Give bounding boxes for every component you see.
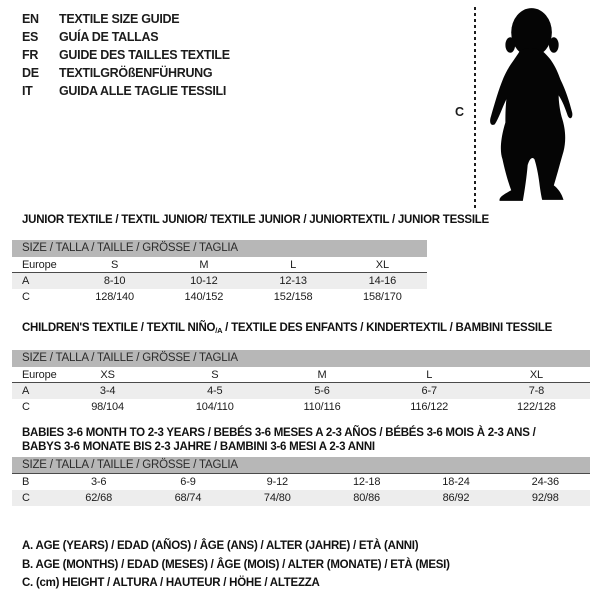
legend-line-a: A. AGE (YEARS) / EDAD (AÑOS) / ÂGE (ANS) / ALTER (JAHRE) / ETÀ (ANNI) (22, 540, 419, 552)
language-row-fr (22, 46, 230, 64)
guide-title-fr: GUIDE DES TAILLES TEXTILE (59, 48, 230, 62)
column-header: XL (529, 369, 543, 381)
column-header: M (317, 369, 327, 381)
guide-title-es: GUÍA DE TALLAS (59, 30, 159, 44)
column-header: S (111, 259, 119, 271)
row-label: Europe (22, 259, 57, 271)
guide-title-de: TEXTILGRÖßENFÜHRUNG (59, 66, 213, 80)
column-header: L (290, 259, 297, 271)
table-cell: 4-5 (207, 385, 223, 397)
language-code: DE (22, 66, 39, 80)
junior-size-table (12, 240, 427, 305)
table-cell: 10-12 (190, 275, 218, 287)
babies-section-title-line2: BABYS 3-6 MONATE BIS 2-3 JAHRE / BAMBINI 3-6 MESI A 2-3 ANNI (22, 441, 375, 453)
title-text: / TEXTILE DES ENFANTS / KINDERTEXTIL / BAMBINI TESSILE (222, 322, 553, 334)
childrens-size-table (12, 350, 590, 415)
table-cell: 12-18 (352, 476, 381, 488)
column-header: XL (375, 259, 389, 271)
table-cell: 86/92 (442, 492, 470, 504)
table-cell: 158/170 (363, 291, 402, 303)
junior-textile-section (12, 213, 590, 305)
row-label: C (22, 492, 30, 504)
table-cell: 152/158 (273, 291, 313, 303)
row-label: C (22, 291, 30, 303)
table-row-c (12, 399, 590, 415)
row-label: A (22, 385, 30, 397)
table-cell: 12-13 (279, 275, 307, 287)
table-cell: 80/86 (353, 492, 381, 504)
legend-line-c: C. (cm) HEIGHT / ALTURA / HAUTEUR / HÖHE / ALTEZZA (22, 577, 320, 590)
table-cell: 104/110 (195, 401, 234, 413)
column-header: S (211, 369, 219, 381)
language-code: ES (22, 30, 39, 44)
guide-title-it: GUIDA ALLE TAGLIE TESSILI (59, 84, 227, 98)
babies-section-title-line1: BABIES 3-6 MONTH TO 2-3 YEARS / BEBÉS 3-6 MESES A 2-3 AÑOS / BÉBÉS 3-6 MOIS À 2-3 ANS / (22, 427, 536, 439)
column-header: XS (100, 369, 115, 381)
language-row-en (22, 10, 230, 28)
table-row-c (12, 289, 427, 305)
table-row-a (12, 273, 427, 289)
language-title-list (22, 10, 230, 100)
table-cell: 3-6 (90, 476, 107, 488)
row-label: B (22, 476, 30, 488)
language-row-de (22, 64, 230, 82)
table-row-c (12, 490, 590, 506)
childrens-section-title (22, 321, 590, 338)
table-cell: 68/74 (174, 492, 202, 504)
table-cell: 128/140 (95, 291, 134, 303)
table-cell: 74/80 (263, 492, 291, 504)
childrens-textile-section (12, 321, 590, 415)
title-text: CHILDREN'S TEXTILE / TEXTIL NIÑO (22, 322, 216, 334)
measurement-legend (22, 537, 450, 593)
table-cell: 6-7 (421, 385, 437, 397)
table-cell: 92/98 (531, 492, 559, 504)
table-cell: 18-24 (442, 476, 470, 488)
size-header-bar: SIZE / TALLA / TAILLE / GRÖSSE / TAGLIA (12, 457, 590, 474)
table-row-europe (12, 367, 590, 383)
legend-line-b: B. AGE (MONTHS) / EDAD (MESES) / ÂGE (MOIS) / ALTER (MONATE) / ETÀ (MESI) (22, 558, 450, 571)
babies-textile-section (12, 426, 590, 506)
language-code: IT (22, 84, 33, 98)
column-header: L (426, 369, 433, 381)
table-cell: 9-12 (266, 476, 289, 488)
table-cell: 98/104 (91, 401, 124, 413)
table-cell: 24-36 (531, 476, 559, 488)
table-row-a (12, 383, 590, 399)
language-row-es (22, 28, 230, 46)
column-header: M (199, 259, 209, 271)
table-row-b (12, 474, 590, 490)
table-cell: 140/152 (184, 291, 224, 303)
guide-title-en: TEXTILE SIZE GUIDE (59, 12, 180, 26)
toddler-silhouette-icon (487, 4, 579, 207)
table-cell: 8-10 (103, 275, 126, 287)
table-cell: 5-6 (314, 385, 330, 397)
title-subscript: /A (215, 326, 223, 335)
height-measure-label: C (455, 105, 465, 119)
junior-section-title: JUNIOR TEXTILE / TEXTIL JUNIOR/ TEXTILE JUNIOR / JUNIORTEXTIL / JUNIOR TESSILE (22, 214, 489, 226)
table-cell: 7-8 (528, 385, 545, 397)
table-cell: 122/128 (517, 401, 556, 413)
table-cell: 14-16 (368, 275, 397, 287)
language-code: EN (22, 12, 39, 26)
table-cell: 116/122 (410, 401, 449, 413)
language-code: FR (22, 48, 39, 62)
language-row-it (22, 82, 230, 100)
size-header-bar: SIZE / TALLA / TAILLE / GRÖSSE / TAGLIA (12, 240, 427, 257)
row-label: Europe (22, 369, 57, 381)
table-cell: 6-9 (180, 476, 196, 488)
height-measure-dashed-line (474, 7, 476, 208)
table-cell: 3-4 (99, 385, 116, 397)
row-label: C (22, 401, 30, 413)
babies-size-table (12, 457, 590, 506)
size-header-bar: SIZE / TALLA / TAILLE / GRÖSSE / TAGLIA (12, 350, 590, 367)
table-row-europe (12, 257, 427, 273)
table-cell: 110/116 (303, 401, 341, 413)
row-label: A (22, 275, 30, 287)
table-cell: 62/68 (85, 492, 113, 504)
